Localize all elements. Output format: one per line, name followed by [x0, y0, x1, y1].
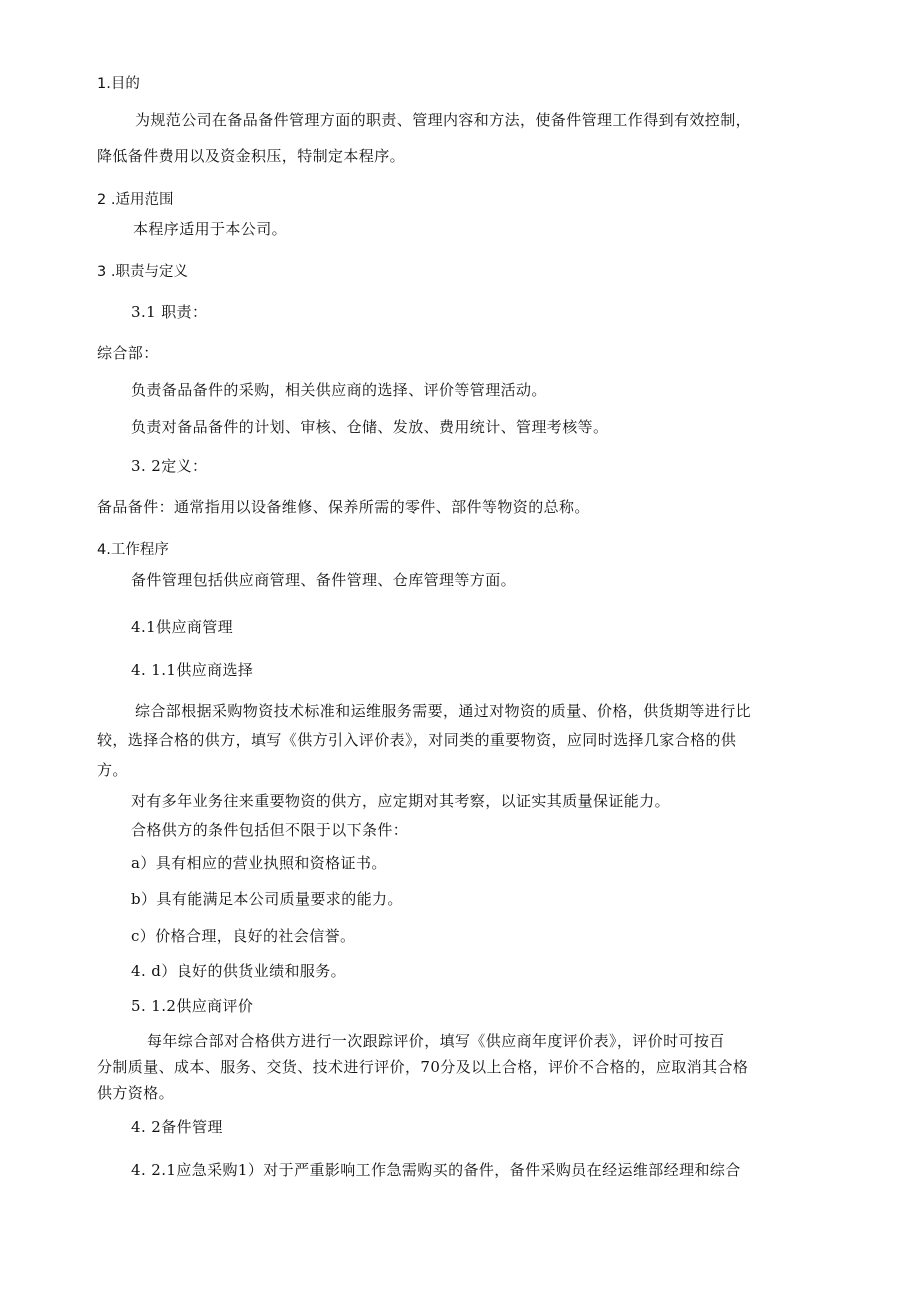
section-2-paragraph: 本程序适用于本公司。	[133, 220, 288, 238]
section-4-heading: 4.工作程序	[97, 542, 169, 558]
section-2-heading: 2 .适用范围	[97, 192, 174, 208]
department-label: 综合部：	[97, 344, 159, 362]
condition-d: 4. d）良好的供货业绩和服务。	[131, 962, 347, 980]
responsibility-line-1: 负责备品备件的采购，相关供应商的选择、评价等管理活动。	[131, 381, 547, 399]
subsection-3-1-heading: 3.1 职责：	[131, 303, 208, 321]
section-1-heading: 1.目的	[97, 76, 140, 92]
condition-c: c）价格合理，良好的社会信誉。	[131, 927, 356, 945]
section-4-intro: 备件管理包括供应商管理、备件管理、仓库管理等方面。	[131, 571, 517, 589]
subsection-4-2-heading: 4. 2备件管理	[131, 1118, 223, 1136]
definition-line: 备品备件：通常指用以设备维修、保养所需的零件、部件等物资的总称。	[97, 498, 590, 516]
subsection-4-1-2-heading: 5. 1.2供应商评价	[131, 997, 254, 1015]
section-3-heading: 3 .职责与定义	[97, 264, 188, 280]
subsection-4-1-heading: 4.1供应商管理	[131, 618, 234, 636]
supplier-evaluation-line-1: 每年综合部对合格供方进行一次跟踪评价，填写《供应商年度评价表》，评价时可按百	[147, 1032, 725, 1050]
condition-a: a）具有相应的营业执照和资格证书。	[131, 854, 387, 872]
responsibility-line-2: 负责对备品备件的计划、审核、仓储、发放、费用统计、管理考核等。	[131, 418, 609, 436]
supplier-selection-line-1: 综合部根据采购物资技术标准和运维服务需要，通过对物资的质量、价格，供货期等进行比	[135, 702, 752, 720]
condition-b: b）具有能满足本公司质量要求的能力。	[131, 890, 403, 908]
subsection-4-1-1-heading: 4. 1.1供应商选择	[131, 661, 254, 679]
emergency-purchase-line: 4. 2.1应急采购1）对于严重影响工作急需购买的备件，备件采购员在经运维部经理和综合	[131, 1161, 741, 1179]
supplier-selection-line-2: 较，选择合格的供方，填写《供方引入评价表》，对同类的重要物资，应同时选择几家合格的供	[97, 731, 737, 749]
qualified-supplier-intro: 合格供方的条件包括但不限于以下条件：	[131, 821, 409, 839]
section-1-paragraph-line-2: 降低备件费用以及资金积压，特制定本程序。	[97, 147, 406, 165]
section-1-paragraph-line-1: 为规范公司在备品备件管理方面的职责、管理内容和方法，使备件管理工作得到有效控制，	[135, 111, 752, 129]
subsection-3-2-heading: 3. 2定义：	[131, 457, 208, 475]
supplier-review-line: 对有多年业务往来重要物资的供方，应定期对其考察，以证实其质量保证能力。	[131, 792, 671, 810]
supplier-evaluation-line-2: 分制质量、成本、服务、交货、技术进行评价，70分及以上合格，评价不合格的，应取消其合格	[97, 1058, 749, 1076]
supplier-evaluation-line-3: 供方资格。	[97, 1084, 175, 1102]
supplier-selection-line-3: 方。	[97, 761, 128, 779]
